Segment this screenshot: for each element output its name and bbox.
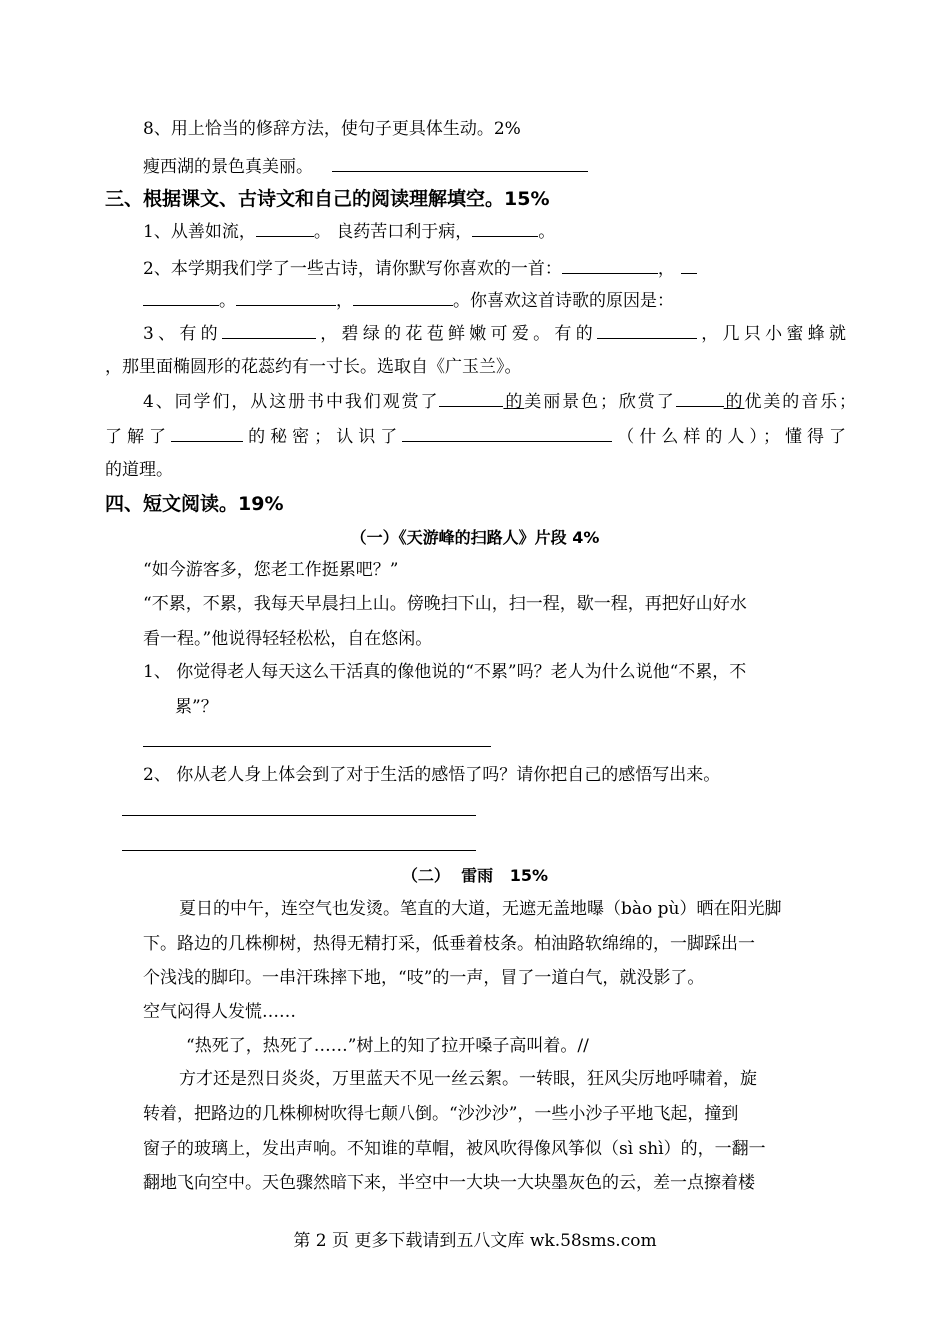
- part-2-line-7: 转着，把路边的几株柳树吹得七颠八倒。“沙沙沙”，一些小沙子平地飞起，撞到: [143, 1104, 739, 1124]
- part-2-line-3: 个浅浅的脚印。一串汗珠摔下地，“吱”的一声，冒了一道白气，就没影了。: [143, 968, 705, 988]
- section-3-q4-line3: 的道理。: [105, 460, 173, 480]
- answer-blank[interactable]: [597, 320, 697, 339]
- answer-line[interactable]: [143, 746, 491, 747]
- answer-blank[interactable]: [236, 287, 336, 306]
- part-2-line-9: 翻地飞向空中。天色骤然暗下来，半空中一大块一大块墨灰色的云，差一点擦着楼: [143, 1173, 755, 1193]
- part-2-line-8: 窗子的玻璃上，发出声响。不知谁的草帽，被风吹得像风筝似（sì shì）的，一翻一: [143, 1139, 766, 1159]
- part-1-question-2: 2、 你从老人身上体会到了对于生活的感悟了吗？请你把自己的感悟写出来。: [143, 765, 721, 785]
- part-2-line-2: 下。路边的几株柳树，热得无精打采，低垂着枝条。柏油路软绵绵的，一脚踩出一: [143, 934, 755, 954]
- answer-line[interactable]: [122, 850, 476, 851]
- section-3-q1: 1、从善如流， 。 良药苦口利于病， 。: [143, 218, 555, 244]
- question-8-sentence: 瘦西湖的景色真美丽。: [143, 153, 588, 179]
- part-1-title: （一）《天游峰的扫路人》片段 4%: [350, 528, 600, 547]
- part-2-line-6: 方才还是烈日炎炎，万里蓝天不见一丝云絮。一转眼，狂风尖厉地呼啸着，旋: [179, 1069, 757, 1089]
- answer-blank[interactable]: [681, 255, 697, 274]
- section-4-title: 四、短文阅读。19%: [105, 493, 284, 515]
- answer-blank[interactable]: [439, 388, 503, 407]
- part-1-paragraph-2-line-2: 看一程。”他说得轻轻松松，自在悠闲。: [143, 629, 433, 649]
- answer-blank[interactable]: [171, 423, 243, 442]
- part-2-title: （二） 雷雨 15%: [401, 866, 549, 885]
- answer-blank[interactable]: [472, 218, 538, 237]
- section-3-q4-line1: 4、同学们，从这册书中我们观赏了 的美丽景色；欣赏了 的优美的音乐；: [143, 388, 856, 414]
- answer-blank[interactable]: [332, 153, 588, 172]
- answer-blank[interactable]: [143, 287, 219, 306]
- question-8: 8、用上恰当的修辞方法，使句子更具体生动。2%: [143, 119, 521, 139]
- page-footer: 第 2 页 更多下载请到五八文库 wk.58sms.com: [293, 1231, 657, 1251]
- part-2-line-5: “热死了，热死了……”树上的知了拉开嗓子高叫着。//: [186, 1036, 589, 1056]
- section-3-title: 三、根据课文、古诗文和自己的阅读理解填空。15%: [105, 188, 550, 210]
- part-2-line-1: 夏日的中午，连空气也发烫。笔直的大道，无遮无盖地曝（bào pù）晒在阳光脚: [179, 899, 782, 919]
- answer-blank[interactable]: [402, 423, 612, 442]
- part-1-paragraph-1: “如今游客多，您老工作挺累吧？”: [143, 560, 399, 580]
- part-1-paragraph-2-line-1: “不累，不累，我每天早晨扫上山。傍晚扫下山，扫一程，歇一程，再把好山好水: [143, 594, 747, 614]
- answer-blank[interactable]: [562, 255, 658, 274]
- answer-blank[interactable]: [222, 320, 316, 339]
- section-3-q3-line1: 3、有的 ，碧绿的花苞鲜嫩可爱。有的 ，几只小蜜蜂就: [143, 320, 846, 346]
- section-3-q2-line2: 。 ， 。你喜欢这首诗歌的原因是：: [143, 287, 674, 313]
- answer-blank[interactable]: [676, 388, 724, 407]
- section-3-q2-line1: 2、本学期我们学了一些古诗，请你默写你喜欢的一首： ，: [143, 255, 697, 281]
- section-3-q4-line2: 了解了 的秘密；认识了 （什么样的人）；懂得了: [105, 423, 846, 449]
- section-3-q3-line2: ，那里面椭圆形的花蕊约有一寸长。选取自《广玉兰》。: [105, 357, 522, 377]
- part-1-question-1-line-2: 累”？: [175, 697, 218, 717]
- part-2-line-4: 空气闷得人发慌……: [143, 1002, 296, 1022]
- answer-line[interactable]: [122, 815, 476, 816]
- answer-blank[interactable]: [256, 218, 314, 237]
- answer-blank[interactable]: [353, 287, 453, 306]
- part-1-question-1-line-1: 1、 你觉得老人每天这么干活真的像他说的“不累”吗？老人为什么说他“不累，不: [143, 662, 747, 682]
